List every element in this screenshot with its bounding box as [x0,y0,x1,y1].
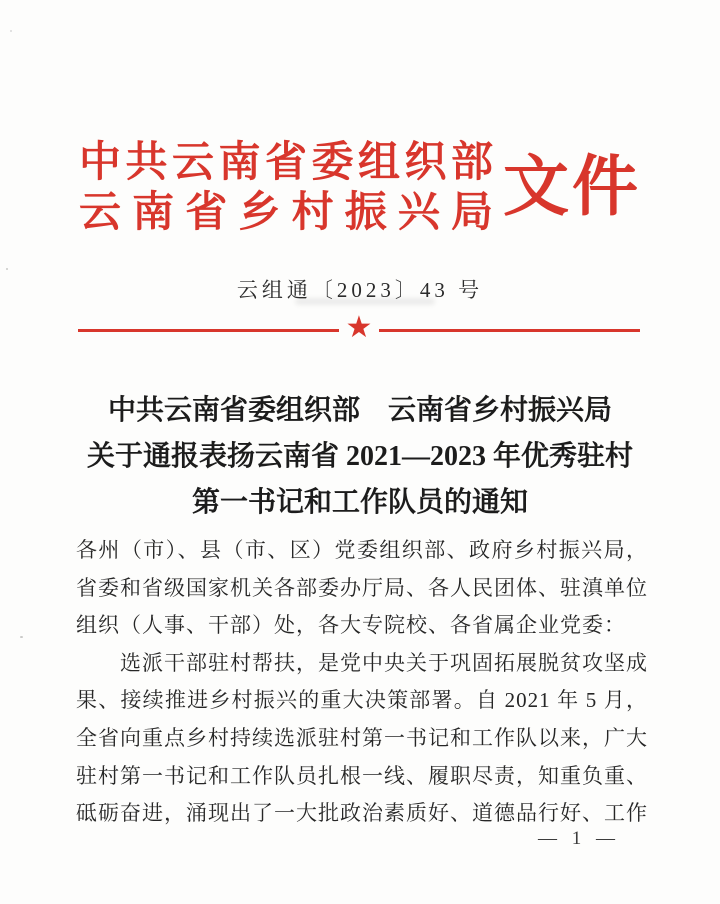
page-number: — 1 — [538,828,620,849]
body-line: 驻村第一书记和工作队员扎根一线、履职尽责，知重负重、 [76,763,648,788]
divider-line-right [379,329,640,332]
body-line: 全省向重点乡村持续选派驻村第一书记和工作队以来，广大 [76,725,648,750]
scan-speck [20,636,23,638]
document-number: 云组通〔2023〕43 号 [236,278,484,302]
org-name-line1: 中共云南省委组织部 [79,140,493,186]
red-divider [78,311,640,344]
scan-speck [6,268,8,270]
body-line: 砥砺奋进，涌现出了一大批政治素质好、道德品行好、工作 [76,801,648,826]
letterhead [0,138,720,238]
body-line: 选派干部驻村帮扶，是党中央关于巩固拓展脱贫攻坚成 [120,650,648,675]
scan-speck [10,30,12,32]
title-line2: 关于通报表扬云南省 2021—2023 年优秀驻村 [86,441,633,472]
divider-line-left [78,329,339,332]
document-word: 文件 [503,151,641,224]
body-line: 组织（人事、干部）处，各大专院校、各省属企业党委： [76,613,626,638]
body-line: 各州（市）、县（市、区）党委组织部、政府乡村振兴局， [76,538,648,562]
title-line3: 第一书记和工作队员的通知 [191,487,528,518]
document-body [76,532,648,833]
title-line1: 中共云南省委组织部 云南省乡村振兴局 [107,395,612,426]
body-line: 省委和省级国家机关各部委办厅局、各人民团体、驻滇单位 [76,575,648,600]
org-name-line2: 云南省乡村振兴局 [79,190,493,236]
body-line: 果、接续推进乡村振兴的重大决策部署。自 2021 年 5 月， [76,688,648,713]
document-title [40,388,680,526]
issuing-organizations [79,138,493,238]
star-icon: ★ [345,311,373,344]
